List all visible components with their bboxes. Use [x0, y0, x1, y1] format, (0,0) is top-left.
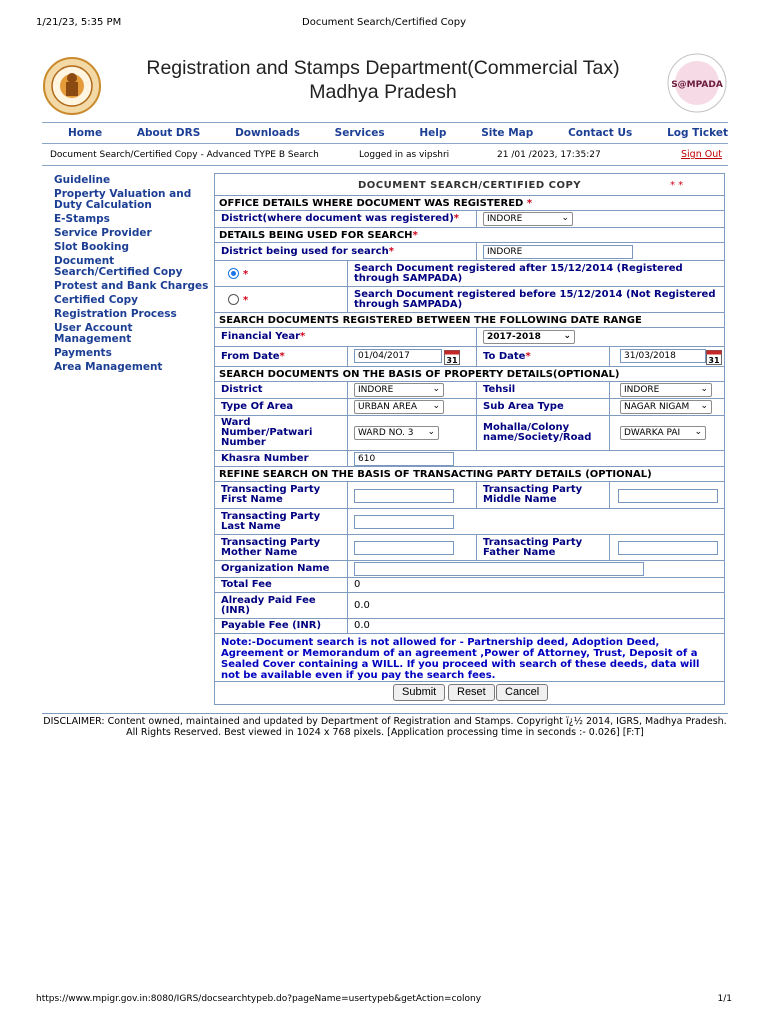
- section-search-heading: [215, 228, 724, 242]
- sidebar-item-property-valuation[interactable]: Property Valuation and Duty Calculation: [54, 188, 192, 211]
- sidebar-item-service-provider[interactable]: Service Provider: [54, 227, 152, 239]
- organization-row: [215, 561, 724, 578]
- form-title-stars: * *: [670, 180, 684, 191]
- sidebar-item-guideline[interactable]: Guideline: [54, 174, 111, 186]
- tp-first-value-cell: [348, 482, 477, 508]
- form-title: DOCUMENT SEARCH/CERTIFIED COPY: [357, 180, 582, 191]
- sidebar-item-user-account-management[interactable]: User Account Management: [54, 322, 133, 345]
- tp-mother-label: Transacting Party Mother Name: [215, 535, 348, 560]
- organization-label: Organization Name: [215, 561, 348, 577]
- department-title-line2: Madhya Pradesh: [309, 81, 457, 103]
- total-fee-value: 0: [354, 579, 361, 590]
- financial-year-label: Financial Year: [221, 331, 301, 342]
- payable-fee-row: [215, 619, 724, 634]
- mohalla-value: DWARKA PAI: [624, 428, 681, 438]
- district-search-label: District being used for search: [221, 245, 389, 257]
- sidebar-item-payments[interactable]: Payments: [54, 347, 112, 359]
- district-registered-row: [215, 211, 724, 228]
- option-after-radio-cell: [215, 261, 348, 286]
- total-fee-row: [215, 578, 724, 593]
- subarea-label: Sub Area Type: [477, 399, 610, 415]
- nav-home[interactable]: Home: [68, 127, 103, 139]
- status-login: Logged in as vipshri: [359, 150, 450, 160]
- paid-fee-label: Already Paid Fee (INR): [215, 593, 348, 618]
- district-registered-select[interactable]: [483, 212, 573, 226]
- district-search-label-cell: [215, 243, 477, 260]
- chevron-down-icon: ⌄: [432, 384, 440, 394]
- tehsil-value-cell: [610, 382, 724, 398]
- from-date-input[interactable]: 01/04/2017: [354, 349, 442, 363]
- district-search-input[interactable]: INDORE: [483, 245, 633, 259]
- option-before-radio-cell: [215, 287, 348, 312]
- ward-label: Ward Number/Patwari Number: [215, 416, 348, 450]
- department-title: [108, 56, 658, 104]
- cancel-button[interactable]: Cancel: [496, 684, 548, 701]
- chevron-down-icon: ⌄: [700, 401, 708, 411]
- tehsil-label: Tehsil: [477, 382, 610, 398]
- sidebar-item-registration-process[interactable]: Registration Process: [54, 308, 177, 320]
- subarea-value-cell: [610, 399, 724, 415]
- district-search-row: [215, 243, 724, 261]
- department-title-line1: Registration and Stamps Department(Commercial Tax): [146, 57, 620, 79]
- required-mark: *: [300, 331, 306, 342]
- party-first-middle-row: [215, 482, 724, 509]
- form-title-row: [215, 174, 724, 196]
- date-range-row: [215, 347, 724, 367]
- option-after-row: [215, 261, 724, 287]
- tehsil-value: INDORE: [624, 385, 660, 395]
- status-datetime: 21 /01 /2023, 17:35:27: [497, 150, 601, 160]
- area-type-value: URBAN AREA: [358, 402, 418, 412]
- area-type-value-cell: [348, 399, 477, 415]
- mohalla-value-cell: [610, 416, 724, 450]
- nav-contact-us[interactable]: Contact Us: [568, 127, 633, 139]
- document-search-form: [214, 173, 725, 705]
- ward-value-cell: [348, 416, 477, 450]
- tp-mother-value-cell: [348, 535, 477, 560]
- tp-mother-input[interactable]: [354, 541, 454, 555]
- tp-last-input[interactable]: [354, 515, 454, 529]
- required-mark: *: [412, 229, 418, 241]
- nav-site-map[interactable]: Site Map: [481, 127, 534, 139]
- required-mark: *: [243, 295, 249, 306]
- option-after-radio[interactable]: [228, 268, 239, 279]
- tp-middle-value-cell: [610, 482, 724, 508]
- sidebar-item-certified-copy[interactable]: Certified Copy: [54, 294, 138, 306]
- chevron-down-icon: ⌄: [700, 384, 708, 394]
- district-tehsil-row: [215, 382, 724, 399]
- section-office-row: [215, 196, 724, 211]
- required-mark: *: [388, 245, 394, 257]
- chevron-down-icon: ⌄: [427, 427, 435, 437]
- tehsil-select[interactable]: [620, 383, 712, 397]
- sidebar-item-e-stamps[interactable]: E-Stamps: [54, 213, 110, 225]
- status-bar: [42, 146, 728, 166]
- section-search-row: [215, 228, 724, 243]
- top-navbar: [42, 122, 728, 144]
- mohalla-select[interactable]: [620, 426, 706, 440]
- subarea-select[interactable]: [620, 400, 712, 414]
- sampada-logo-icon: [666, 52, 728, 114]
- financial-year-row: [215, 328, 724, 347]
- chevron-down-icon: ⌄: [561, 213, 569, 223]
- to-date-input[interactable]: 31/03/2018: [620, 349, 706, 363]
- print-page-number: 1/1: [717, 994, 732, 1004]
- sampada-logo-text: S@MPADA: [671, 80, 723, 90]
- district-select[interactable]: [354, 383, 444, 397]
- payable-fee-label: Payable Fee (INR): [215, 619, 348, 633]
- district-registered-value: INDORE: [487, 214, 523, 224]
- tp-first-input[interactable]: [354, 489, 454, 503]
- option-after-text: Search Document registered after 15/12/2014 (Registered through SAMPADA): [354, 262, 683, 284]
- tp-father-value-cell: [610, 535, 724, 560]
- required-mark: *: [453, 213, 460, 224]
- option-before-radio[interactable]: [228, 294, 239, 305]
- financial-year-value: 2017-2018: [487, 332, 541, 342]
- nav-about-drs[interactable]: About DRS: [136, 127, 201, 139]
- sidebar-item-slot-booking[interactable]: Slot Booking: [54, 241, 130, 253]
- to-date-label: To Date: [483, 350, 526, 362]
- disclaimer: DISCLAIMER: Content owned, maintained and updated by Department of Registration and Stamps. Copyright ï¿½ 2014, IGRS, Madhya Pradesh. All Rights Reserved. Best viewed in 1024 x 768 pixels. [Application processing time in seconds :- 0.026] [F:T]: [42, 713, 728, 738]
- section-property-label: SEARCH DOCUMENTS ON THE BASIS OF PROPERTY DETAILS(OPTIONAL): [219, 368, 620, 380]
- from-date-label: From Date: [221, 350, 280, 362]
- sidebar-item-document-search[interactable]: Document Search/Certified Copy: [54, 255, 183, 278]
- section-daterange-label: SEARCH DOCUMENTS REGISTERED BETWEEN THE FOLLOWING DATE RANGE: [219, 314, 642, 326]
- subarea-value: NAGAR NIGAM: [624, 402, 690, 412]
- required-mark: *: [526, 197, 533, 209]
- financial-year-label-cell: [215, 328, 477, 346]
- party-last-row: [215, 509, 724, 535]
- from-date-value-cell: [348, 347, 477, 366]
- khasra-input[interactable]: 610: [354, 452, 454, 466]
- required-mark: *: [279, 350, 285, 362]
- section-search-label: DETAILS BEING USED FOR SEARCH: [219, 229, 413, 241]
- paid-fee-row: [215, 593, 724, 619]
- chevron-down-icon: ⌄: [563, 331, 571, 341]
- to-date-value-cell: [610, 347, 724, 366]
- search-note: Note:-Document search is not allowed for - Partnership deed, Adoption Deed, Agreement or Memorandum of an agreement ,Power of Attorney, Trust, Deposit of a Sealed Cover containing a WILL. If you proceed with search of these deeds, data will not be available even if you pay the search fees.: [221, 637, 700, 681]
- total-fee-label: Total Fee: [215, 578, 348, 592]
- status-page-name: Document Search/Certified Copy - Advanced TYPE B Search: [50, 150, 319, 160]
- tp-first-label: Transacting Party First Name: [215, 482, 348, 508]
- khasra-row: [215, 451, 724, 467]
- section-party-label: REFINE SEARCH ON THE BASIS OF TRANSACTING PARTY DETAILS (OPTIONAL): [219, 468, 652, 480]
- calendar-icon[interactable]: [706, 349, 722, 365]
- tp-father-input[interactable]: [618, 541, 718, 555]
- district-registered-label-cell: [215, 211, 477, 227]
- ward-mohalla-row: [215, 416, 724, 451]
- district-registered-label: District(where document was registered): [221, 213, 454, 224]
- reset-button[interactable]: Reset: [448, 684, 495, 701]
- nav-help[interactable]: Help: [419, 127, 447, 139]
- tp-middle-label: Transacting Party Middle Name: [477, 482, 610, 508]
- ward-select[interactable]: [354, 426, 439, 440]
- district-value: INDORE: [358, 385, 394, 395]
- sidebar-item-protest-bank-charges[interactable]: Protest and Bank Charges: [54, 280, 209, 292]
- mohalla-label: Mohalla/Colony name/Society/Road: [477, 416, 610, 450]
- area-type-select[interactable]: [354, 400, 444, 414]
- submit-button[interactable]: Submit: [393, 684, 445, 701]
- organization-input[interactable]: [354, 562, 644, 576]
- sidebar-item-area-management[interactable]: Area Management: [54, 361, 163, 373]
- note-row: [215, 634, 724, 682]
- section-office-heading: [215, 196, 724, 210]
- financial-year-select[interactable]: [483, 330, 575, 344]
- sidebar-menu: [54, 175, 209, 376]
- required-mark: *: [243, 269, 249, 280]
- print-title: Document Search/Certified Copy: [302, 17, 466, 28]
- tp-last-label: Transacting Party Last Name: [215, 509, 348, 534]
- to-date-label-cell: [477, 347, 610, 366]
- site-header: [42, 50, 728, 118]
- calendar-icon-day: 31: [708, 356, 720, 365]
- print-url: https://www.mpigr.gov.in:8080/IGRS/docsearchtypeb.do?pageName=usertypeb&getAction=colony: [36, 994, 482, 1004]
- print-header: [36, 17, 732, 31]
- tp-father-label: Transacting Party Father Name: [477, 535, 610, 560]
- calendar-icon-day: 31: [446, 356, 458, 365]
- ward-value: WARD NO. 3: [358, 428, 414, 438]
- section-office-label: OFFICE DETAILS WHERE DOCUMENT WAS REGISTERED: [219, 197, 524, 209]
- mp-emblem-icon: [42, 56, 102, 116]
- tp-middle-input[interactable]: [618, 489, 718, 503]
- payable-fee-value: 0.0: [354, 620, 370, 631]
- paid-fee-value: 0.0: [354, 599, 370, 611]
- sign-out-link[interactable]: Sign Out: [681, 149, 722, 160]
- section-daterange-row: [215, 313, 724, 328]
- print-datetime: 1/21/23, 5:35 PM: [36, 17, 122, 28]
- district-label: District: [215, 382, 348, 398]
- area-type-row: [215, 399, 724, 416]
- nav-downloads[interactable]: Downloads: [235, 127, 300, 139]
- area-type-label: Type Of Area: [215, 399, 348, 415]
- party-mother-father-row: [215, 535, 724, 561]
- chevron-down-icon: ⌄: [432, 401, 440, 411]
- nav-log-ticket[interactable]: Log Ticket: [667, 127, 728, 139]
- section-property-row: [215, 367, 724, 382]
- option-before-text: Search Document registered before 15/12/2014 (Not Registered through SAMPADA): [354, 288, 716, 310]
- chevron-down-icon: ⌄: [694, 427, 702, 437]
- nav-services[interactable]: Services: [334, 127, 385, 139]
- calendar-icon[interactable]: [444, 349, 460, 365]
- khasra-label: Khasra Number: [215, 451, 348, 466]
- section-party-row: [215, 467, 724, 482]
- from-date-label-cell: [215, 347, 348, 366]
- required-mark: *: [525, 350, 531, 362]
- district-value-cell: [348, 382, 477, 398]
- option-before-row: [215, 287, 724, 313]
